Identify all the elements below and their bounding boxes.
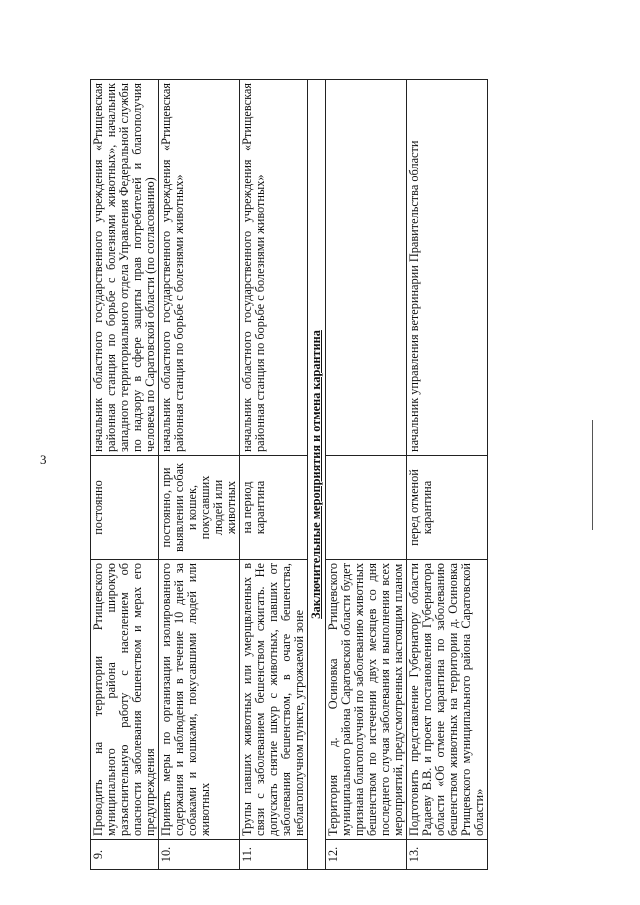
responsible-text <box>326 80 407 456</box>
table-row <box>240 80 308 870</box>
term-text <box>326 456 407 560</box>
measure-text: Территория д. Осиновка Ртищевского муниципального района Саратовской области будет признана благополучной по заболеванию животных бешенством по истечении двух месяцев со дня последнего случая заболевания и выполнения всех мероприятий, предусмотренных настоящим планом <box>326 560 407 840</box>
table-row <box>407 80 488 870</box>
measure-text: Принять меры по организации изолированного содержания и наблюдения в течение 10 дней за собаками и кошками, покусавшими людей или животных <box>159 560 240 840</box>
row-number: 10. <box>159 840 240 870</box>
page-number: 3 <box>40 452 47 467</box>
section-row <box>308 80 326 870</box>
rotated-plan-table <box>90 80 540 870</box>
measures-table <box>90 79 488 870</box>
measure-text: Трупы павших животных или умерщвленных в связи с заболеванием бешенством сжигать. Не допускать снятие шкур с животных, павших от заболевания бешенством, в очаге бешенства, неблагополучном пункте, угрожаемой зоне <box>240 560 308 840</box>
row-number: 11. <box>240 840 308 870</box>
row-number: 13. <box>407 840 488 870</box>
term-text: постоянно, при выявлении собак и кошек, покусавших людей или животных <box>159 456 240 560</box>
term-text: на период карантина <box>240 456 308 560</box>
table-row <box>91 80 159 870</box>
section-title: Заключительные мероприятия и отмена карантина <box>308 80 326 870</box>
responsible-text: начальник областного государственного учреждения «Ртищевская районная станция по борьбе с болезнями животных» <box>240 80 308 456</box>
table-row <box>159 80 240 870</box>
divider-line <box>592 420 593 530</box>
term-text: перед отменой карантина <box>407 456 488 560</box>
row-number: 9. <box>91 840 159 870</box>
responsible-text: начальник областного государственного учреждения «Ртищевская районная станция по борьбе с болезнями животных» <box>159 80 240 456</box>
responsible-text: начальник областного государственного учреждения «Ртищевская районная станция по борьбе с болезнями животных», начальник западного территориального отдела Управления Федеральной службы по надзору в сфере защиты прав потребителей и благополучия человека по Саратовской области (по согласованию) <box>91 80 159 456</box>
table-row <box>326 80 407 870</box>
term-text: постоянно <box>91 456 159 560</box>
responsible-text: начальник управления ветеринарии Правительства области <box>407 80 488 456</box>
measure-text: Проводить на территории Ртищевского муниципального района широкую разъяснительную работу с населением об опасности заболевания бешенством и мерах его предупреждения <box>91 560 159 840</box>
measure-text: Подготовить представление Губернатору области Радаеву В.В. и проект постановления Губернатора области «Об отмене карантина по заболеванию бешенством животных на территории д. Осиновка Ртищевского муниципального района Саратовской области» <box>407 560 488 840</box>
row-number: 12. <box>326 840 407 870</box>
